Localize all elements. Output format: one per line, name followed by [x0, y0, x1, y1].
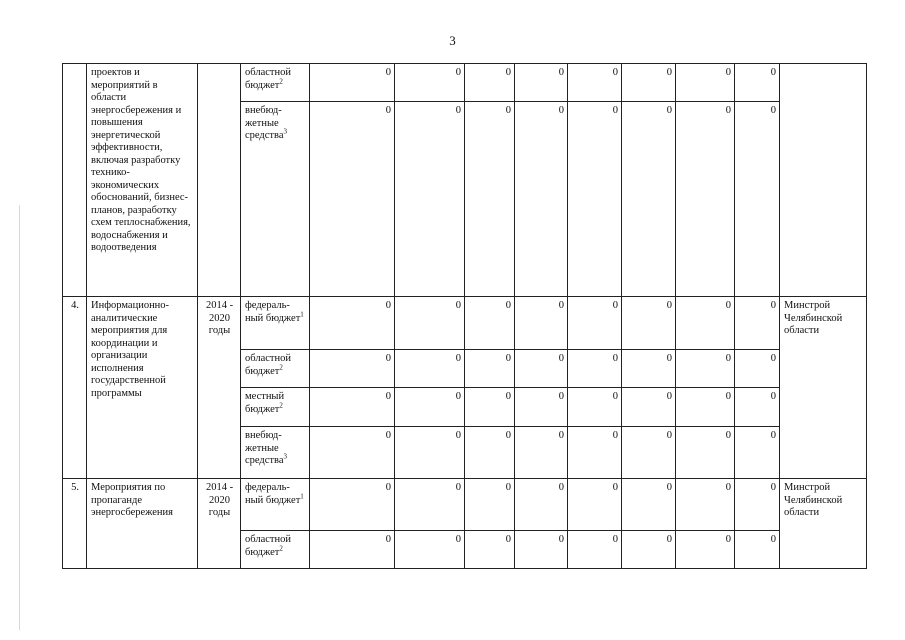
- footnote-marker: 1: [300, 492, 304, 500]
- amount-cell: 0: [568, 388, 622, 427]
- amount-cell: 0: [465, 102, 515, 297]
- responsible-executor: Минстрой Челябинской области: [780, 297, 867, 479]
- amount-cell: 0: [515, 388, 568, 427]
- amount-cell: 0: [310, 350, 395, 388]
- amount-cell: 0: [465, 388, 515, 427]
- funding-source-label: местный бюджет: [245, 391, 285, 415]
- amount-cell: 0: [568, 102, 622, 297]
- amount-cell: 0: [568, 350, 622, 388]
- amount-cell: 0: [735, 297, 780, 350]
- funding-source-label: внебюд-жетные средства: [245, 430, 284, 466]
- amount-cell: 0: [676, 531, 735, 569]
- amount-cell: 0: [735, 531, 780, 569]
- funding-source: [241, 479, 310, 531]
- amount-cell: 0: [395, 531, 465, 569]
- amount-cell: 0: [568, 479, 622, 531]
- amount-cell: 0: [676, 102, 735, 297]
- amount-cell: 0: [515, 531, 568, 569]
- table-row: [63, 64, 867, 102]
- responsible-executor: [780, 64, 867, 297]
- amount-cell: 0: [310, 479, 395, 531]
- page-number: 3: [449, 33, 456, 48]
- amount-cell: 0: [568, 531, 622, 569]
- footnote-marker: 2: [279, 77, 283, 85]
- amount-cell: 0: [568, 427, 622, 479]
- amount-cell: 0: [622, 350, 676, 388]
- funding-source-label: областной бюджет: [245, 67, 291, 91]
- amount-cell: 0: [515, 350, 568, 388]
- amount-cell: 0: [676, 388, 735, 427]
- amount-cell: 0: [465, 297, 515, 350]
- period: [198, 64, 241, 297]
- funding-source: [241, 64, 310, 102]
- funding-source: [241, 102, 310, 297]
- amount-cell: 0: [395, 479, 465, 531]
- funding-source: [241, 297, 310, 350]
- amount-cell: 0: [735, 350, 780, 388]
- amount-cell: 0: [735, 479, 780, 531]
- amount-cell: 0: [735, 64, 780, 102]
- funding-source: [241, 350, 310, 388]
- activity-name: Информационно-аналитические мероприятия для координации и организации исполнения государственной программы: [87, 297, 198, 479]
- amount-cell: 0: [465, 479, 515, 531]
- amount-cell: 0: [310, 388, 395, 427]
- amount-cell: 0: [465, 531, 515, 569]
- amount-cell: 0: [735, 102, 780, 297]
- amount-cell: 0: [622, 64, 676, 102]
- table-row: [63, 479, 867, 531]
- amount-cell: 0: [465, 350, 515, 388]
- amount-cell: 0: [515, 479, 568, 531]
- amount-cell: 0: [622, 531, 676, 569]
- amount-cell: 0: [676, 64, 735, 102]
- amount-cell: 0: [395, 297, 465, 350]
- funding-source: [241, 531, 310, 569]
- amount-cell: 0: [515, 297, 568, 350]
- funding-source-label: областной бюджет: [245, 353, 291, 377]
- period: 2014 - 2020 годы: [198, 479, 241, 569]
- funding-source-label: федераль-ный бюджет: [245, 300, 301, 324]
- amount-cell: 0: [735, 388, 780, 427]
- amount-cell: 0: [622, 297, 676, 350]
- funding-source-label: областной бюджет: [245, 534, 291, 558]
- amount-cell: 0: [676, 350, 735, 388]
- amount-cell: 0: [395, 388, 465, 427]
- period: 2014 - 2020 годы: [198, 297, 241, 479]
- scan-edge-line: [19, 205, 20, 630]
- amount-cell: 0: [465, 427, 515, 479]
- footnote-marker: 3: [283, 127, 288, 136]
- activity-name: проектов и мероприятий в области энергосбережения и повышения энергетической эффективности, включая разработку технико-экономических обоснований, бизнес-планов, разработку схем теплоснабжения, водоснабжения и водоотведения: [87, 64, 198, 297]
- table-row: [63, 297, 867, 350]
- footnote-marker: 2: [279, 363, 283, 371]
- funding-source: [241, 388, 310, 427]
- responsible-executor: Минстрой Челябинской области: [780, 479, 867, 569]
- amount-cell: 0: [395, 102, 465, 297]
- amount-cell: 0: [310, 531, 395, 569]
- amount-cell: 0: [568, 64, 622, 102]
- footnote-marker: 2: [279, 401, 283, 409]
- amount-cell: 0: [310, 297, 395, 350]
- amount-cell: 0: [310, 64, 395, 102]
- amount-cell: 0: [515, 427, 568, 479]
- row-number: 4.: [63, 297, 87, 479]
- footnote-marker: 1: [300, 310, 304, 318]
- footnote-marker: 2: [279, 544, 283, 552]
- amount-cell: 0: [465, 64, 515, 102]
- activity-name: Мероприятия по пропаганде энергосбережения: [87, 479, 198, 569]
- amount-cell: 0: [676, 479, 735, 531]
- funding-source: [241, 427, 310, 479]
- amount-cell: 0: [622, 388, 676, 427]
- amount-cell: 0: [568, 297, 622, 350]
- row-number: [63, 64, 87, 297]
- amount-cell: 0: [310, 427, 395, 479]
- program-budget-table: [62, 63, 867, 569]
- row-number: 5.: [63, 479, 87, 569]
- amount-cell: 0: [395, 64, 465, 102]
- amount-cell: 0: [515, 64, 568, 102]
- amount-cell: 0: [622, 479, 676, 531]
- footnote-marker: 3: [283, 452, 288, 461]
- amount-cell: 0: [676, 427, 735, 479]
- amount-cell: 0: [622, 427, 676, 479]
- amount-cell: 0: [310, 102, 395, 297]
- amount-cell: 0: [395, 350, 465, 388]
- funding-source-label: федераль-ный бюджет: [245, 482, 301, 506]
- amount-cell: 0: [395, 427, 465, 479]
- amount-cell: 0: [622, 102, 676, 297]
- funding-source-label: внебюд-жетные средства: [245, 105, 284, 141]
- amount-cell: 0: [676, 297, 735, 350]
- amount-cell: 0: [515, 102, 568, 297]
- amount-cell: 0: [735, 427, 780, 479]
